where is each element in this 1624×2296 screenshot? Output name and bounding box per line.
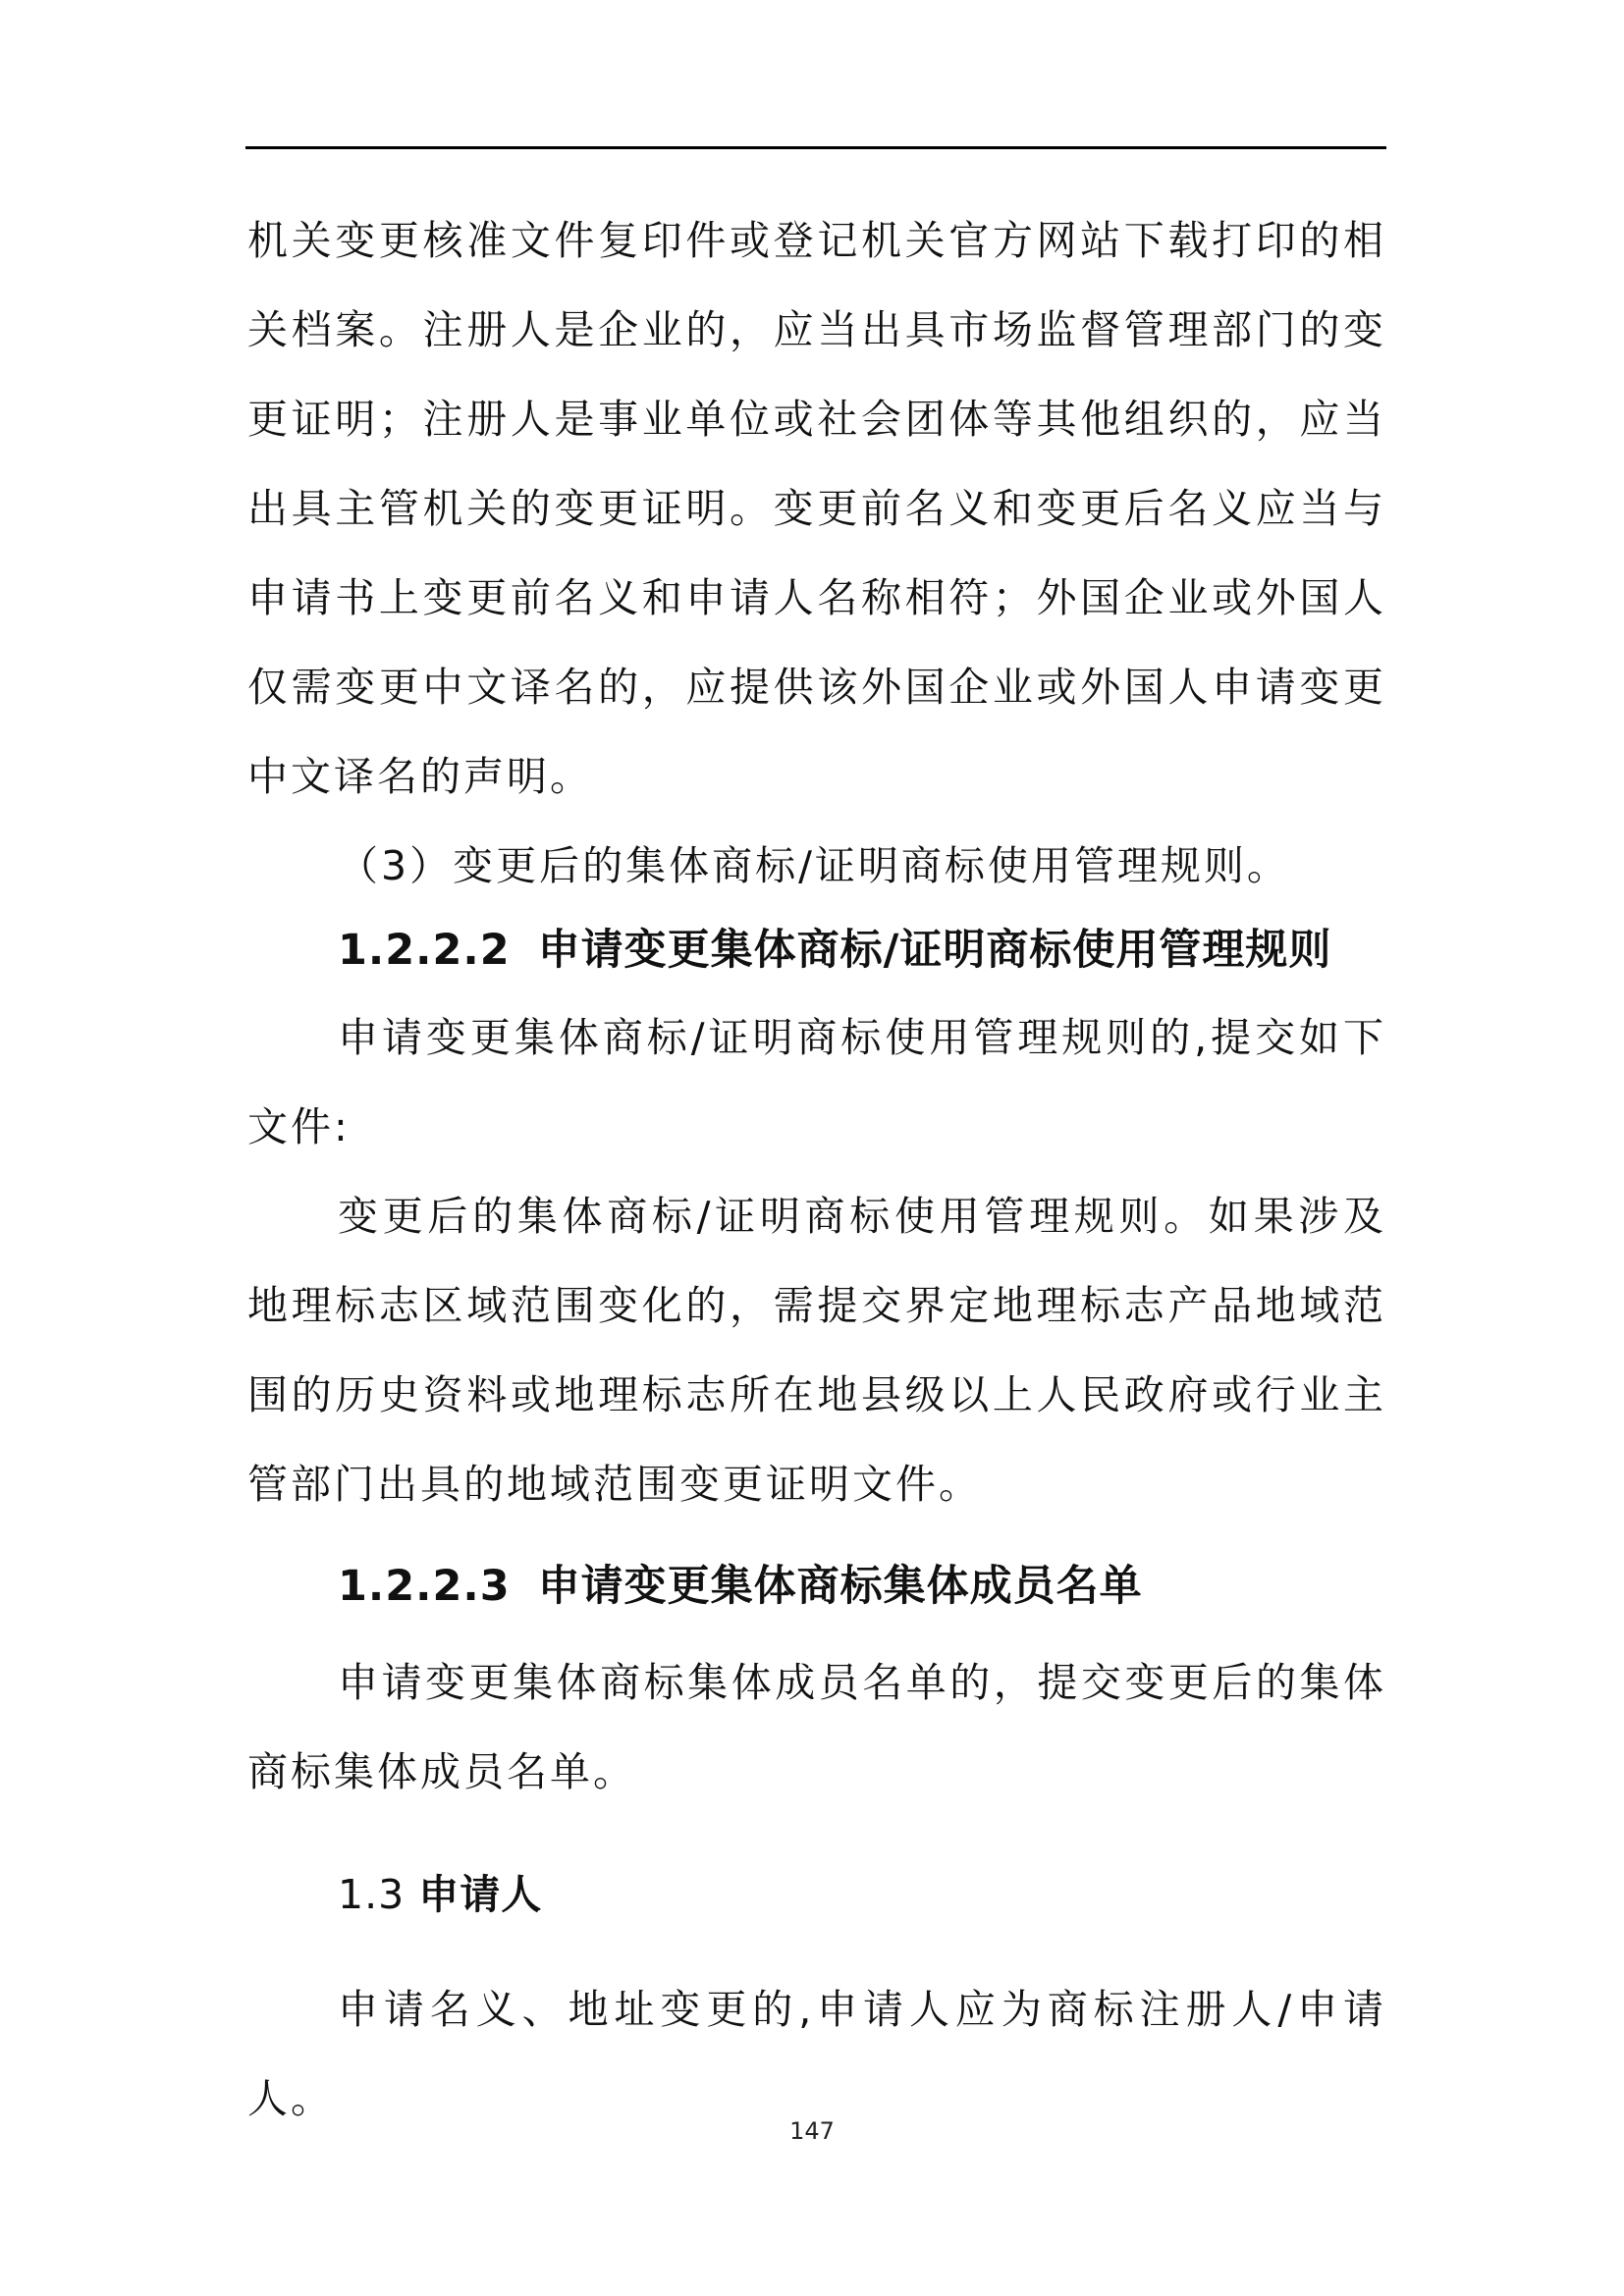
- page-number: 147: [789, 2117, 835, 2145]
- section-title: 申请人: [418, 1871, 543, 1918]
- section-number: 1.2.2.2: [338, 926, 511, 975]
- page-content: [247, 196, 1386, 2144]
- body-paragraph: 申请名义、地址变更的,申请人应为商标注册人/申请人。: [247, 1986, 1386, 2122]
- section-heading-1-2-2-3: [247, 1553, 1386, 1613]
- section-number: 1.2.2.3: [338, 1562, 511, 1611]
- body-paragraph: 申请变更集体商标/证明商标使用管理规则的,提交如下文件:: [247, 1014, 1386, 1150]
- section-title: 申请变更集体商标集体成员名单: [537, 1562, 1143, 1611]
- section-title: 申请变更集体商标/证明商标使用管理规则: [537, 926, 1332, 975]
- continued-paragraph: 机关变更核准文件复印件或登记机关官方网站下载打印的相关档案。注册人是企业的，应当出具市场监督管理部门的变更证明；注册人是事业单位或社会团体等其他组织的，应当出具主管机关的变更证明。变更前名义和变更后名义应当与申请书上变更前名义和申请人名称相符；外国企业或外国人仅需变更中文译名的，应提供该外国企业或外国人申请变更中文译名的声明。: [247, 217, 1386, 800]
- body-paragraph: 变更后的集体商标/证明商标使用管理规则。如果涉及地理标志区域范围变化的，需提交界定地理标志产品地域范围的历史资料或地理标志所在地县级以上人民政府或行业主管部门出具的地域范围变更证明文件。: [247, 1193, 1386, 1508]
- section-heading-1-2-2-2: [247, 917, 1386, 977]
- list-item-paragraph: （3）变更后的集体商标/证明商标使用管理规则。: [338, 842, 1290, 889]
- header-rule: [245, 146, 1386, 149]
- body-paragraph: 申请变更集体商标集体成员名单的，提交变更后的集体商标集体成员名单。: [247, 1659, 1386, 1795]
- section-heading-1-3: [247, 1862, 1386, 1920]
- section-number: 1.3: [338, 1871, 406, 1918]
